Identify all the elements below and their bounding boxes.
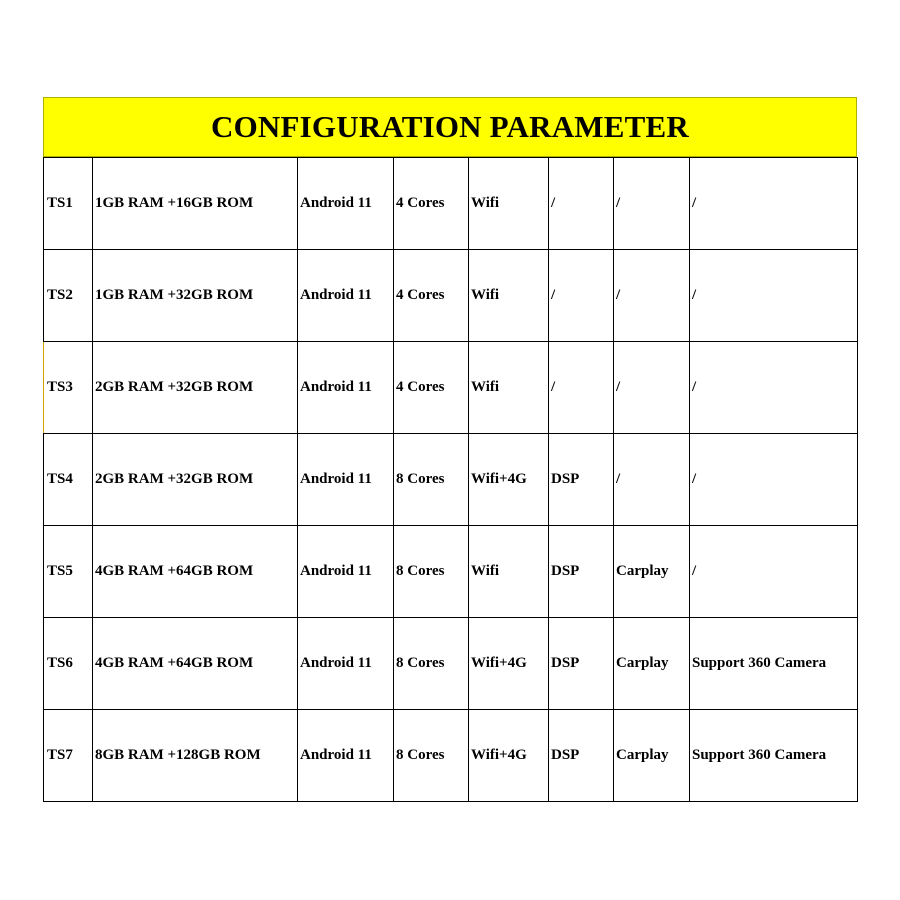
cell-dsp: DSP — [549, 618, 614, 710]
cell-carplay: Carplay — [614, 618, 690, 710]
cell-carplay: Carplay — [614, 526, 690, 618]
config-sheet — [43, 97, 857, 802]
cell-carplay: / — [614, 342, 690, 434]
cell-os: Android 11 — [298, 434, 394, 526]
cell-memory: 4GB RAM +64GB ROM — [93, 618, 298, 710]
cell-dsp: DSP — [549, 526, 614, 618]
cell-memory: 4GB RAM +64GB ROM — [93, 526, 298, 618]
table-row — [44, 434, 858, 526]
cell-network: Wifi — [469, 250, 549, 342]
cell-network: Wifi — [469, 342, 549, 434]
cell-model: TS3 — [44, 342, 93, 434]
cell-memory: 1GB RAM +16GB ROM — [93, 158, 298, 250]
cell-cores: 4 Cores — [394, 158, 469, 250]
table-row — [44, 526, 858, 618]
cell-memory: 2GB RAM +32GB ROM — [93, 434, 298, 526]
cell-camera: / — [690, 342, 858, 434]
cell-carplay: Carplay — [614, 710, 690, 802]
cell-cores: 8 Cores — [394, 434, 469, 526]
cell-cores: 8 Cores — [394, 618, 469, 710]
cell-dsp: / — [549, 342, 614, 434]
cell-network: Wifi+4G — [469, 710, 549, 802]
cell-cores: 4 Cores — [394, 250, 469, 342]
cell-dsp: / — [549, 158, 614, 250]
cell-model: TS4 — [44, 434, 93, 526]
table-row — [44, 342, 858, 434]
cell-model: TS1 — [44, 158, 93, 250]
cell-carplay: / — [614, 250, 690, 342]
cell-camera: Support 360 Camera — [690, 618, 858, 710]
cell-carplay: / — [614, 434, 690, 526]
cell-camera: / — [690, 158, 858, 250]
title-bar — [43, 97, 857, 157]
cell-cores: 8 Cores — [394, 710, 469, 802]
table-row — [44, 158, 858, 250]
table-row — [44, 250, 858, 342]
cell-network: Wifi — [469, 526, 549, 618]
cell-cores: 8 Cores — [394, 526, 469, 618]
cell-memory: 1GB RAM +32GB ROM — [93, 250, 298, 342]
cell-os: Android 11 — [298, 250, 394, 342]
cell-model: TS2 — [44, 250, 93, 342]
cell-dsp: DSP — [549, 434, 614, 526]
cell-os: Android 11 — [298, 158, 394, 250]
cell-dsp: / — [549, 250, 614, 342]
cell-memory: 2GB RAM +32GB ROM — [93, 342, 298, 434]
cell-os: Android 11 — [298, 526, 394, 618]
cell-model: TS6 — [44, 618, 93, 710]
cell-camera: / — [690, 250, 858, 342]
cell-os: Android 11 — [298, 618, 394, 710]
cell-camera: / — [690, 434, 858, 526]
cell-cores: 4 Cores — [394, 342, 469, 434]
cell-os: Android 11 — [298, 710, 394, 802]
cell-carplay: / — [614, 158, 690, 250]
cell-network: Wifi+4G — [469, 434, 549, 526]
cell-network: Wifi — [469, 158, 549, 250]
config-table — [43, 157, 858, 802]
cell-camera: Support 360 Camera — [690, 710, 858, 802]
cell-dsp: DSP — [549, 710, 614, 802]
table-row — [44, 618, 858, 710]
cell-memory: 8GB RAM +128GB ROM — [93, 710, 298, 802]
cell-model: TS7 — [44, 710, 93, 802]
page-title: CONFIGURATION PARAMETER — [211, 109, 689, 144]
cell-network: Wifi+4G — [469, 618, 549, 710]
cell-model: TS5 — [44, 526, 93, 618]
table-row — [44, 710, 858, 802]
cell-os: Android 11 — [298, 342, 394, 434]
cell-camera: / — [690, 526, 858, 618]
